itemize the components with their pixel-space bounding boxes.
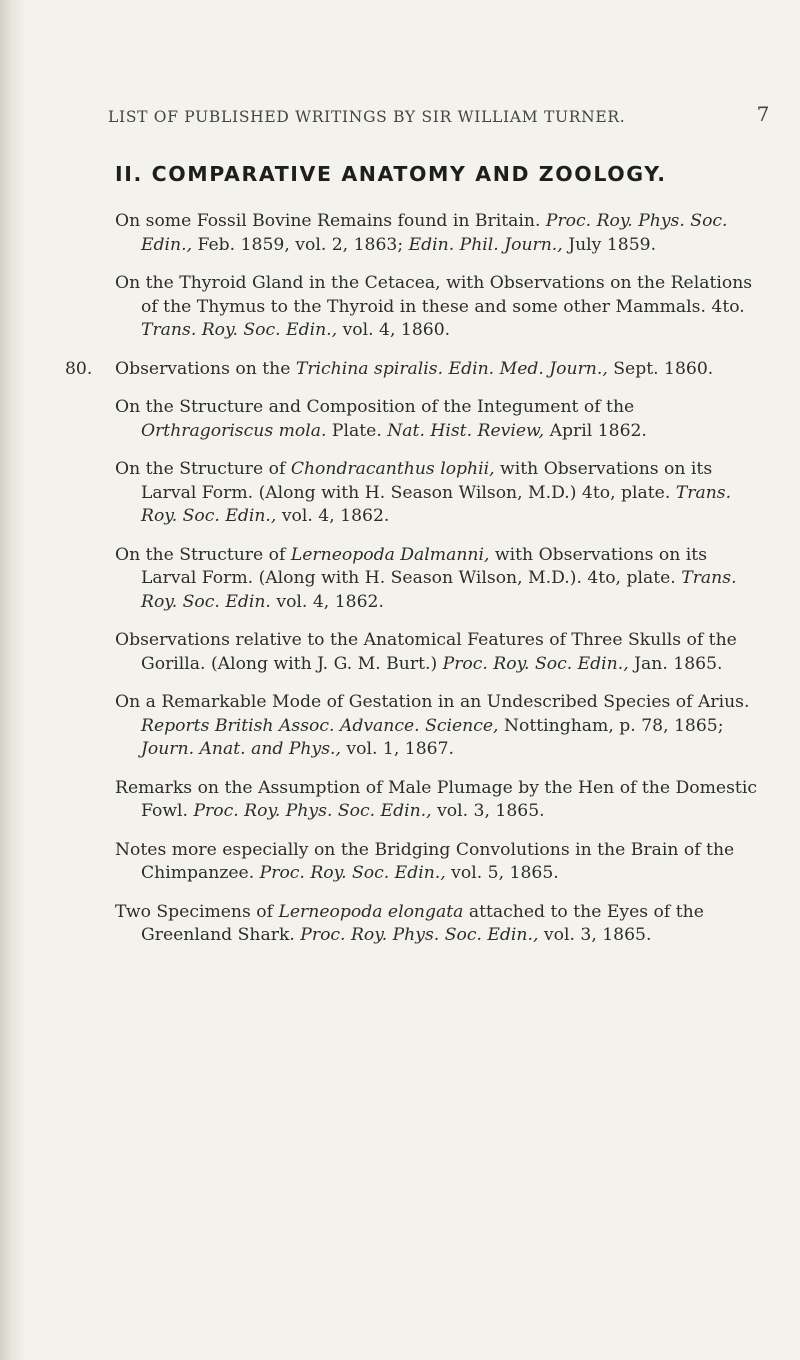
citation-italic-text: Trans. Roy. Soc. Edin. (141, 568, 737, 612)
running-title: LIST OF PUBLISHED WRITINGS BY SIR WILLIAM TURNER. (108, 108, 626, 126)
citation-italic-text: Nat. Hist. Review, (387, 420, 545, 441)
entry-text: Observations relative to the Anatomical Features of Three Skulls of the Gorilla. (Along with J. G. M. Burt.) (115, 630, 737, 674)
entry-text: attached to the Eyes of the Greenland Shark. (141, 901, 704, 945)
bibliography-entry (115, 901, 765, 948)
citation-italic-text: Proc. Roy. Soc. Edin., (259, 863, 446, 883)
citation-italic-text: Proc. Roy. Phys. Soc. Edin., (300, 925, 539, 945)
citation-italic-text: Proc. Roy. Soc. Edin., (442, 653, 629, 674)
citation-italic-text: Lerneopoda Dalmanni, (290, 544, 490, 565)
entry-text: vol. 1, 1867. (340, 739, 454, 759)
entry-text: Plate. (326, 420, 388, 441)
citation-italic-text: Edin. Phil. Journ., (408, 234, 563, 255)
entry-text: Nottingham, p. 78, 1865; (498, 715, 724, 736)
bibliography-entry (115, 396, 765, 443)
bibliography-entry (115, 839, 765, 886)
entry-text: Jan. 1865. (628, 653, 723, 674)
bibliography-entry (115, 691, 765, 762)
citation-italic-text: Proc. Roy. Phys. Soc. Edin., (193, 801, 432, 821)
entry-text: Notes more especially on the Bridging Convolutions in the Brain of the Chimpanzee. (115, 839, 735, 883)
entry-text: vol. 5, 1865. (445, 863, 559, 883)
entry-text: On the Thyroid Gland in the Cetacea, with Observations on the Relations of the Thymus to the Thyroid in these and some other Mammals. 4to. (115, 273, 753, 317)
entry-text: vol. 3, 1865. (538, 925, 652, 945)
entry-text: On some Fossil Bovine Remains found in Britain. (115, 211, 546, 231)
citation-italic-text: Orthragoriscus mola. (141, 420, 327, 441)
bibliography-entry (115, 210, 765, 257)
entry-text: vol. 4, 1862. (270, 591, 384, 612)
citation-italic-text: Proc. Roy. Phys. Soc. Edin., (141, 211, 728, 255)
bibliography-list (65, 210, 765, 963)
citation-italic-text: Trichina spiralis. (295, 358, 444, 379)
entry-text: Remarks on the Assumption of Male Plumage by the Hen of the Domestic Fowl. (115, 777, 757, 821)
bibliography-entry (115, 777, 765, 824)
entry-text: Feb. 1859, vol. 2, 1863; (192, 234, 409, 255)
entry-text: April 1862. (544, 420, 647, 441)
entry-text: July 1859. (562, 234, 657, 255)
entry-text: vol. 3, 1865. (431, 801, 545, 821)
entry-text: Observations on the (115, 358, 296, 379)
entry-text: On the Structure of (115, 459, 291, 479)
entry-text: On a Remarkable Mode of Gestation in an Undescribed Species of Arius. (115, 692, 750, 712)
citation-italic-text: Edin. Med. Journ., (448, 358, 608, 379)
section-title: II. COMPARATIVE ANATOMY AND ZOOLOGY. (115, 162, 667, 186)
entry-text: Sept. 1860. (607, 358, 714, 379)
entry-text: with Observations on its Larval Form. (Along with H. Season Wilson, M.D.). 4to, plate. (141, 544, 708, 588)
entry-text: vol. 4, 1862. (276, 506, 390, 526)
entry-text: On the Structure of (115, 544, 291, 565)
entry-text: On the Structure and Composition of the Integument of the (115, 397, 635, 417)
entry-text: with Observations on its Larval Form. (Along with H. Season Wilson, M.D.) 4to, plate. (141, 459, 713, 503)
entry-number: 80. (65, 358, 93, 379)
citation-italic-text: Chondracanthus lophii, (290, 459, 495, 479)
running-header (108, 102, 770, 126)
citation-italic-text: Reports British Assoc. Advance. Science, (141, 715, 499, 736)
citation-italic-text: Lerneopoda elongata (278, 901, 464, 922)
bibliography-entry (65, 358, 765, 382)
citation-italic-text: Trans. Roy. Soc. Edin., (141, 320, 338, 340)
citation-italic-text: Journ. Anat. and Phys., (141, 739, 341, 759)
entry-text: Two Specimens of (115, 901, 279, 922)
entry-text: vol. 4, 1860. (337, 320, 451, 340)
bibliography-entry (115, 544, 765, 615)
page-number: 7 (756, 102, 770, 126)
bibliography-entry (115, 458, 765, 529)
bibliography-entry (115, 272, 765, 343)
bibliography-entry (115, 629, 765, 676)
citation-italic-text: Trans. Roy. Soc. Edin., (141, 482, 732, 526)
